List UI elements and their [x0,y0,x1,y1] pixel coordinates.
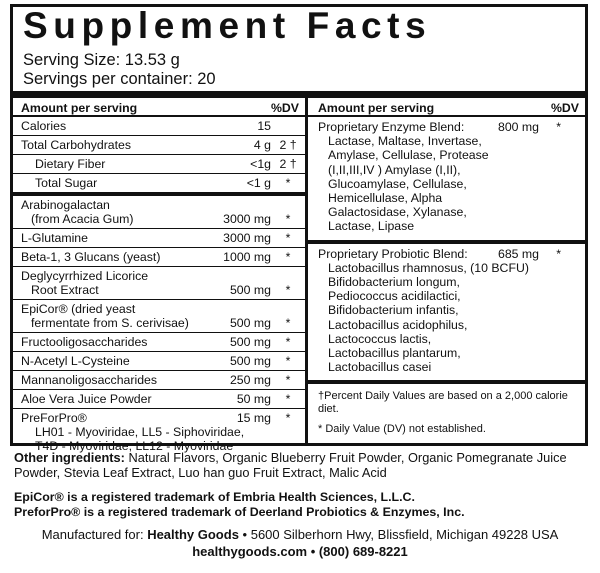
serving-size: Serving Size: 13.53 g [23,51,180,69]
right-column [308,98,585,438]
nutrient-amount: 500 mg [229,316,271,330]
nutrient-amount: 3000 mg [223,231,271,245]
dv-header: %DV [550,101,579,115]
nutrient-row [13,248,305,267]
nutrient-name: Total Sugar [35,176,98,190]
nutrient-name: Dietary Fiber [35,157,106,171]
nutrient-name: Mannanoligosaccharides [21,373,158,387]
trademark-preforpro: PreforPro® is a registered trademark of Deerland Probiotics & Enzymes, Inc. [14,505,465,519]
nutrient-dv: 2 † [279,138,297,152]
enzyme-blend-dv: * [556,120,561,134]
manufacturer-info [0,526,600,560]
trademarks [14,490,465,520]
amount-per-serving-label: Amount per serving [318,101,435,115]
nutrient-row [13,409,305,455]
nutrient-dv: * [285,283,291,297]
left-header-row [13,98,305,117]
manufacturer-address: • 5600 Silberhorn Hwy, Blissfield, Michigan 49228 USA [238,527,559,542]
nutrient-dv: * [285,212,291,226]
nutrient-name: Beta-1, 3 Glucans (yeast) [21,250,161,264]
nutrient-amount: 15 [257,119,271,133]
nutrient-amount: 500 mg [229,283,271,297]
blend-ingredient-line: (I,II,III,IV ) Amylase (I,II), [328,162,461,177]
blend-ingredient-line: Lactobacillus acidophilus, [328,317,468,332]
blend-ingredient-line: Lactobacillus casei [328,360,432,375]
nutrient-rows [13,117,305,455]
nutrient-dv: * [285,250,291,264]
probiotic-blend [308,244,585,385]
blend-ingredient-line: Glucoamylase, Cellulase, [328,176,467,191]
nutrient-dv: * [285,316,291,330]
servings-per-container: Servings per container: 20 [23,70,216,88]
other-ingredients [14,450,590,480]
thick-divider [13,91,585,98]
nutrient-row [13,352,305,371]
nutrient-name: Fructooligosaccharides [21,335,148,349]
nutrient-name: Total Carbohydrates [21,138,132,152]
blend-ingredient-line: Lactobacillus rhamnosus, (10 BCFU) [328,260,529,275]
nutrient-amount: 1000 mg [223,250,271,264]
manufacturer-name: Healthy Goods [147,527,239,542]
supplement-facts-panel [10,4,588,453]
enzyme-blend-ingredients [318,134,585,233]
blend-ingredient-line: Hemicellulase, Alpha [328,191,443,206]
nutrient-name: Aloe Vera Juice Powder [21,392,152,406]
left-column [13,98,305,455]
blend-ingredient-line: Lactase, Maltase, Invertase, [328,134,482,149]
nutrient-row [13,136,305,155]
nutrient-amount: 500 mg [229,354,271,368]
enzyme-blend [308,117,585,244]
blend-ingredient-line: Galactosidase, Xylanase, [328,205,467,220]
nutrient-row [13,229,305,248]
other-ingredients-text: Natural Flavors, Organic Blueberry Fruit Powder, Organic Pomegranate Juice Powder, Stevia Leaf Extract, Luo han guo Fruit Extract, Malic Acid [14,450,567,480]
nutrient-dv: * [285,373,291,387]
nutrient-dv: * [285,354,291,368]
nutrient-strain-line: LH01 - Myoviridae, LL5 - Siphoviridae, [35,425,245,439]
nutrient-name: Calories [21,119,67,133]
nutrient-name: L-Glutamine [21,231,88,245]
probiotic-blend-name: Proprietary Probiotic Blend: [318,246,468,261]
nutrient-row [13,333,305,352]
nutrient-amount: 500 mg [229,335,271,349]
nutrient-amount: 15 mg [236,411,271,425]
blend-ingredient-line: Bifidobacterium infantis, [328,303,459,318]
nutrient-amount: 4 g [253,138,271,152]
nutrient-name: Arabinogalactan [21,198,110,212]
blend-ingredient-line: Bifidobacterium longum, [328,275,460,290]
nutrient-row [13,390,305,409]
nutrient-dv: * [285,392,291,406]
nutrient-name-continued: fermentate from S. cerivisae) [31,316,189,330]
nutrient-row [13,371,305,390]
nutrient-name: N-Acetyl L-Cysteine [21,354,130,368]
footnote-percent-dv: †Percent Daily Values are based on a 2,000 calorie diet. [318,390,568,416]
nutrient-name-continued: Root Extract [31,283,99,297]
nutrient-dv: * [285,411,291,425]
footnote-dv-not-established: * Daily Value (DV) not established. [318,423,486,436]
nutrient-dv: 2 † [279,157,297,171]
nutrient-name: Deglycyrrhized Licorice [21,269,149,283]
manufacturer-website: healthygoods.com [192,544,308,559]
manufacturer-phone: • (800) 689-8221 [307,544,408,559]
blend-ingredient-line: Lactococcus lactis, [328,331,432,346]
nutrient-row [13,117,305,136]
dv-header: %DV [270,101,299,115]
nutrient-amount: 3000 mg [223,212,271,226]
probiotic-blend-ingredients [318,261,585,375]
nutrient-dv: * [285,176,291,190]
blend-ingredient-line: Amylase, Cellulase, Protease [328,148,489,163]
nutrient-name: EpiCor® (dried yeast [21,302,136,316]
blend-ingredient-line: Pediococcus acidilactici, [328,289,461,304]
nutrient-dv: * [285,335,291,349]
enzyme-blend-amount: 800 mg [498,120,540,134]
trademark-epicor: EpiCor® is a registered trademark of Embria Health Sciences, L.L.C. [14,490,415,504]
right-header-row [308,98,585,117]
blend-ingredient-line: Lactobacillus plantarum, [328,346,461,361]
nutrient-name: PreForPro® [21,411,87,425]
nutrient-strain-line: T4D - Myoviridae, LL12 - Myoviridae [35,439,234,453]
panel-title: Supplement Facts [23,5,432,46]
nutrient-amount: <1 g [246,176,271,190]
probiotic-blend-dv: * [556,246,561,261]
nutrient-row [13,300,305,333]
probiotic-blend-amount: 685 mg [498,246,540,261]
nutrient-amount: 250 mg [229,373,271,387]
nutrient-row [13,174,305,196]
manufacturer-prefix: Manufactured for: [41,527,148,542]
nutrient-row [13,155,305,174]
nutrient-row [13,267,305,300]
nutrient-name-continued: (from Acacia Gum) [31,212,134,226]
enzyme-blend-name: Proprietary Enzyme Blend: [318,120,465,134]
nutrient-dv: * [285,231,291,245]
nutrient-amount: 50 mg [236,392,271,406]
blend-ingredient-line: Lactase, Lipase [328,219,415,234]
nutrient-row [13,196,305,229]
amount-per-serving-label: Amount per serving [21,101,138,115]
nutrient-amount: <1g [250,157,271,171]
other-ingredients-label: Other ingredients: [14,450,125,465]
